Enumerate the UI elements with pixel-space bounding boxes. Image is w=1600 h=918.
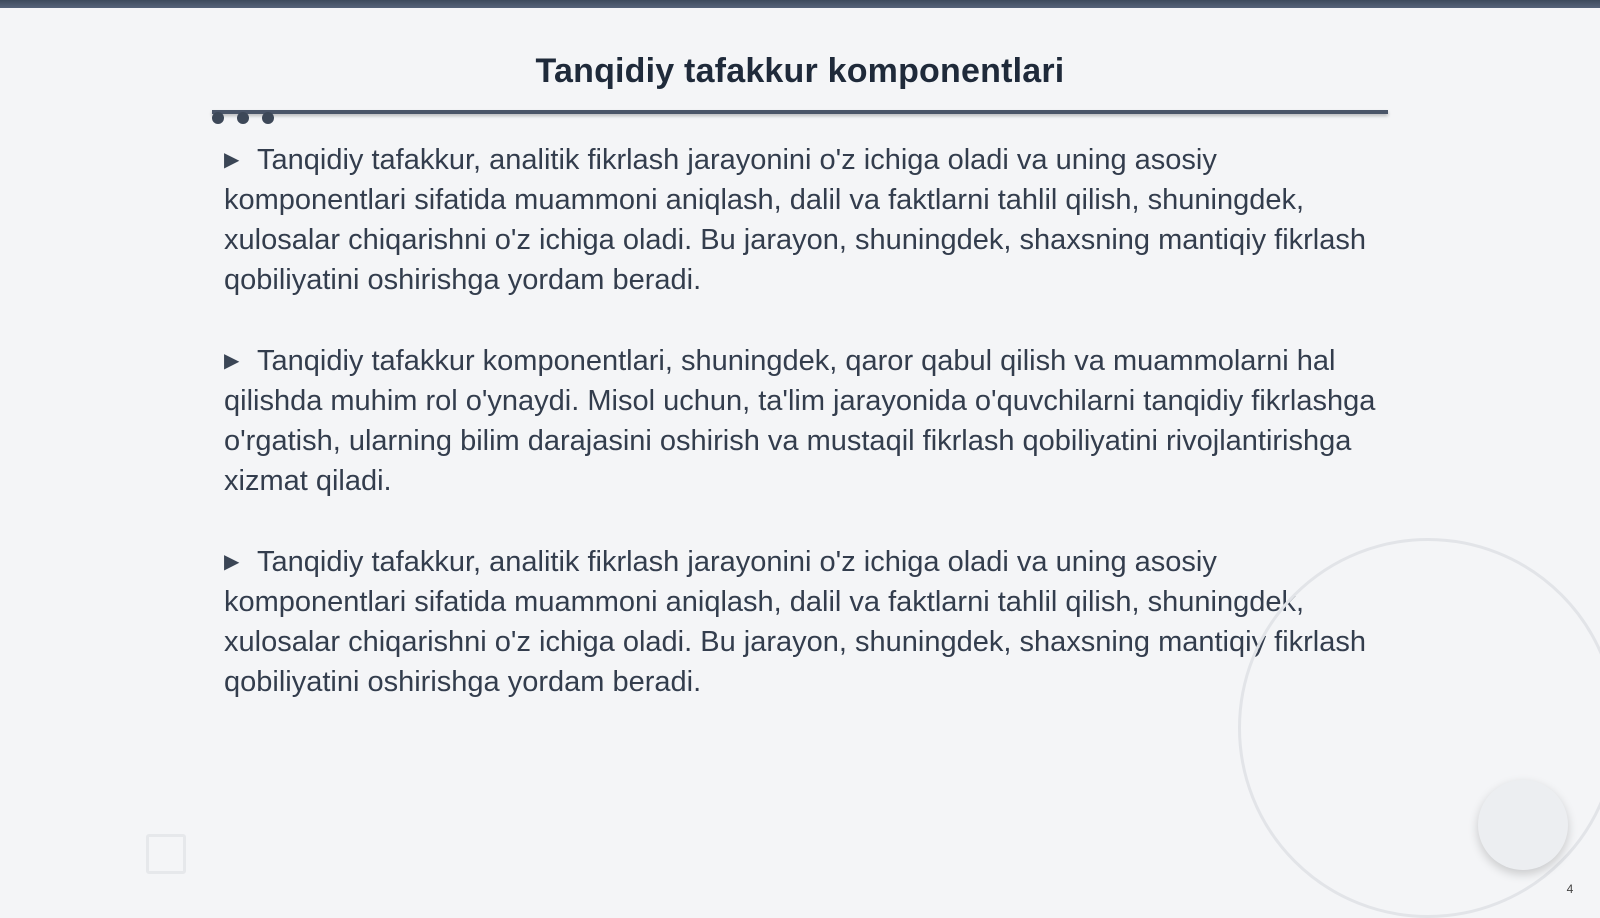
top-accent-bar (0, 0, 1600, 8)
triangle-bullet-icon: ▶ (224, 350, 240, 372)
page-number: 4 (1566, 882, 1574, 896)
paragraph-text: Tanqidiy tafakkur komponentlari, shuningdek, qaror qabul qilish va muammolarni hal qilishda muhim rol o'ynaydi. Misol uchun, ta'lim jarayonida o'quvchilarni tanqidiy fikrlashga o'rgatish, ularning bilim darajasini oshirish va mustaqil fikrlash qobiliyatini rivojlantirishga xizmat qiladi. (224, 345, 1376, 497)
paragraph-text: Tanqidiy tafakkur, analitik fikrlash jarayonini o'z ichiga oladi va uning asosiy komponentlari sifatida muammoni aniqlash, dalil va faktlarni tahlil qilish, shuningdek, xulosalar chiqarishni o'z ichiga oladi. Bu jarayon, shuningdek, shaxsning mantiqiy fikrlash qobiliyatini oshirishga yordam beradi. (224, 144, 1366, 296)
triangle-bullet-icon: ▶ (224, 149, 240, 171)
bullet-paragraph (224, 140, 1384, 300)
slide-body (224, 140, 1384, 743)
bullet-paragraph (224, 341, 1384, 501)
decorative-dot-icon (212, 112, 224, 124)
triangle-bullet-icon: ▶ (224, 551, 240, 573)
decorative-circle-icon (1478, 780, 1568, 870)
decorative-dot-icon (262, 112, 274, 124)
decorative-dot-icon (237, 112, 249, 124)
paragraph-text: Tanqidiy tafakkur, analitik fikrlash jarayonini o'z ichiga oladi va uning asosiy komponentlari sifatida muammoni aniqlash, dalil va faktlarni tahlil qilish, shuningdek, xulosalar chiqarishni o'z ichiga oladi. Bu jarayon, shuningdek, shaxsning mantiqiy fikrlash qobiliyatini oshirishga yordam beradi. (224, 546, 1366, 698)
slide-title: Tanqidiy tafakkur komponentlari (535, 52, 1065, 90)
bullet-paragraph (224, 542, 1384, 702)
title-underline (212, 110, 1388, 114)
decorative-square-icon (146, 834, 186, 874)
